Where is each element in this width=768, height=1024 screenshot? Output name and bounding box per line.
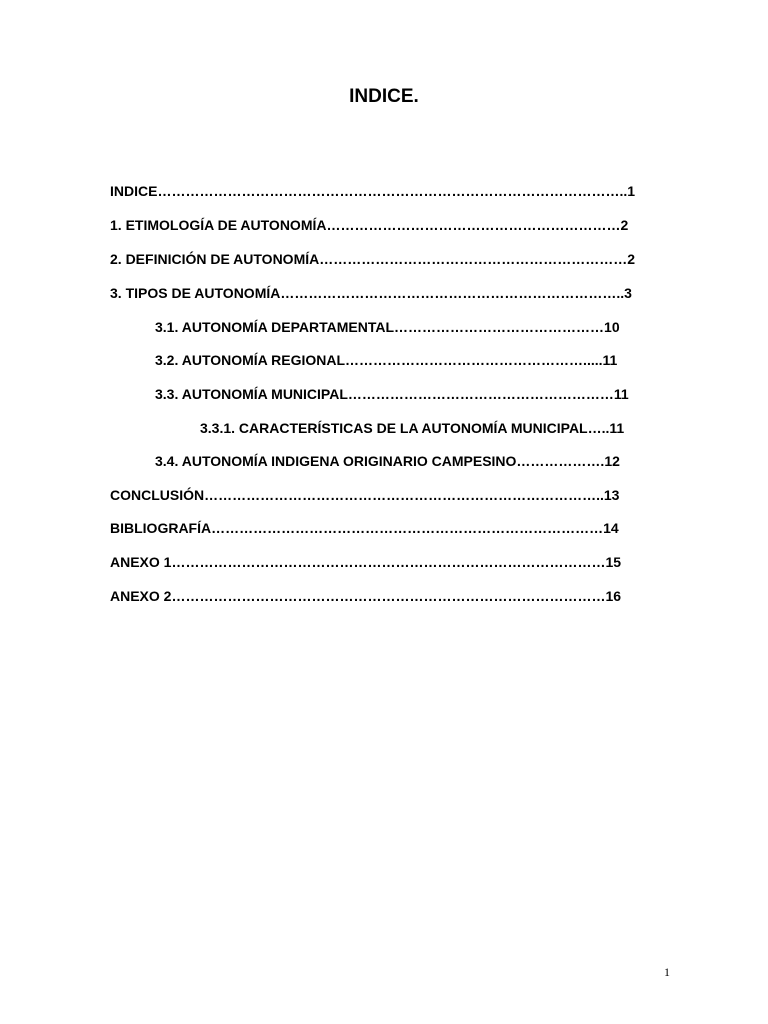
toc-entry-indigena[interactable]: 3.4. AUTONOMÍA INDIGENA ORIGINARIO CAMPESINO……………….12 [155,453,620,469]
toc-entry-etimologia[interactable]: 1. ETIMOLOGÍA DE AUTONOMÍA………………………………………………………2 [110,217,629,233]
toc-entry-indice[interactable]: INDICE………………………………………………………………………………………..1 [110,183,636,199]
toc-entry-municipal[interactable]: 3.3. AUTONOMÍA MUNICIPAL…………………………………………………11 [155,386,629,402]
toc-entry-anexo-1[interactable]: ANEXO 1…………………………………………………………………………………15 [110,554,622,570]
page-number: 1 [664,965,670,979]
toc-entry-anexo-2[interactable]: ANEXO 2…………………………………………………………………………………16 [110,588,622,604]
toc-entry-definicion[interactable]: 2. DEFINICIÓN DE AUTONOMÍA…………………………………………………………2 [110,251,636,267]
toc-entry-bibliografia[interactable]: BIBLIOGRAFÍA…………………………………………………………………………14 [110,520,619,536]
toc-entry-caracteristicas[interactable]: 3.3.1. CARACTERÍSTICAS DE LA AUTONOMÍA MUNICIPAL…..11 [200,420,625,436]
page-title: INDICE. [349,86,419,107]
toc-entry-departamental[interactable]: 3.1. AUTONOMÍA DEPARTAMENTAL………………………………………10 [155,319,620,335]
toc-entry-tipos[interactable]: 3. TIPOS DE AUTONOMÍA………………………………………………………………..3 [110,285,632,301]
toc-entry-conclusion[interactable]: CONCLUSIÓN…………………………………………………………………………..13 [110,487,620,503]
toc-entry-regional[interactable]: 3.2. AUTONOMÍA REGIONAL…………………………………………….....11 [155,352,618,368]
